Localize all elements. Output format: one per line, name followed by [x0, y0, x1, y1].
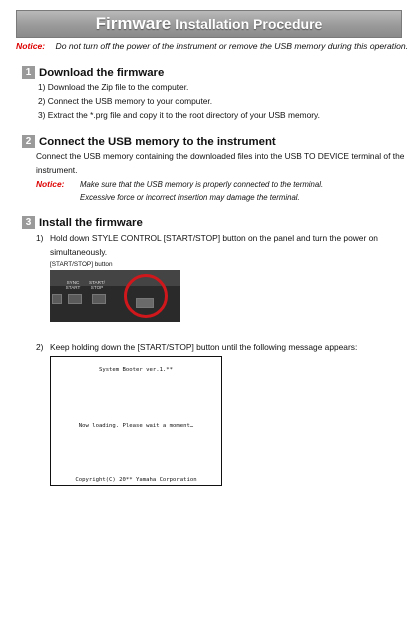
photo-caption: [START/STOP] button — [50, 261, 113, 268]
section-1-title: Download the firmware — [39, 66, 165, 79]
section-3-step-1-number: 1) — [36, 233, 44, 243]
section-3-step-2-text: Keep holding down the [START/STOP] button until the following message appears: — [50, 342, 358, 352]
section-2-number: 2 — [22, 135, 35, 148]
section-2-notice-line-1: Make sure that the USB memory is properly connected to the terminal. — [80, 180, 324, 189]
screen-line-loading: Now loading. Please wait a moment… — [78, 423, 194, 429]
section-2-notice-line-2: Excessive force or incorrect insertion may damage the terminal. — [80, 193, 300, 202]
section-1-step-1: 1) Download the Zip file to the computer. — [38, 82, 189, 92]
photo-label-start-stop: START/ STOP — [89, 280, 105, 290]
boot-screen — [50, 356, 222, 486]
section-2-title: Connect the USB memory to the instrument — [39, 135, 276, 148]
section-2-body-line-2: instrument. — [36, 165, 78, 175]
section-1-step-3: 3) Extract the *.prg file and copy it to the root directory of your USB memory. — [38, 110, 320, 120]
section-3-step-1-line-2: simultaneously. — [50, 247, 108, 257]
page-header — [16, 10, 402, 38]
header-title-main: Firmware — [95, 14, 172, 33]
photo-label-sync-start: SYNC START — [65, 280, 81, 290]
section-3-heading — [22, 216, 143, 229]
highlight-circle — [124, 274, 168, 318]
screen-line-version: System Booter ver.1.** — [98, 367, 174, 373]
section-2-body-line-1: Connect the USB memory containing the downloaded files into the USB TO DEVICE terminal of the — [36, 151, 405, 161]
section-2-heading — [22, 135, 276, 148]
section-3-step-1-line-1: Hold down STYLE CONTROL [START/STOP] button on the panel and turn the power on — [50, 233, 378, 243]
screen-line-copyright: Copyright(C) 20** Yamaha Corporation — [75, 477, 197, 483]
section-1-heading — [22, 66, 164, 79]
section-3-step-2-number: 2) — [36, 342, 44, 352]
section-2-notice-label: Notice: — [36, 179, 65, 189]
section-3-title: Install the firmware — [39, 216, 143, 229]
section-1-number: 1 — [22, 66, 35, 79]
top-notice-label: Notice: — [16, 41, 46, 51]
section-3-number: 3 — [22, 216, 35, 229]
start-stop-button-photo — [50, 270, 180, 322]
top-notice — [16, 41, 416, 51]
section-1-step-2: 2) Connect the USB memory to your computer. — [38, 96, 213, 106]
header-title-sub: Installation Procedure — [175, 16, 323, 32]
top-notice-text: Do not turn off the power of the instrument or remove the USB memory during this operation. — [55, 41, 409, 51]
